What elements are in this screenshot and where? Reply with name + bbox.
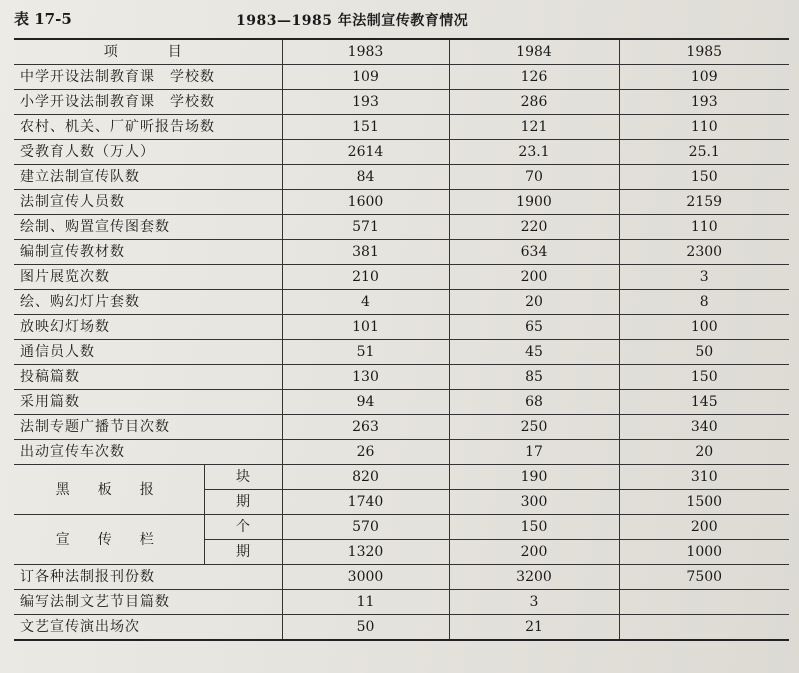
value-cell: 1500 — [619, 490, 789, 515]
value-cell: 820 — [282, 465, 449, 490]
value-cell: 151 — [282, 115, 449, 140]
row-label: 采用篇数 — [14, 390, 282, 415]
group-label: 宣传栏 — [14, 515, 204, 565]
value-cell: 210 — [282, 265, 449, 290]
value-cell: 1740 — [282, 490, 449, 515]
row-label: 编写法制文艺节目篇数 — [14, 590, 282, 615]
value-cell: 1600 — [282, 190, 449, 215]
row-label: 编制宣传教材数 — [14, 240, 282, 265]
value-cell: 20 — [619, 440, 789, 465]
table-row — [14, 290, 789, 315]
value-cell: 110 — [619, 215, 789, 240]
value-cell: 45 — [449, 340, 619, 365]
unit-cell: 期 — [204, 490, 282, 515]
value-cell: 50 — [619, 340, 789, 365]
value-cell: 570 — [282, 515, 449, 540]
value-cell: 300 — [449, 490, 619, 515]
value-cell — [619, 590, 789, 615]
value-cell: 23.1 — [449, 140, 619, 165]
value-cell: 3000 — [282, 565, 449, 590]
row-label: 文艺宣传演出场次 — [14, 615, 282, 641]
value-cell: 2614 — [282, 140, 449, 165]
table-row — [14, 615, 789, 641]
value-cell: 250 — [449, 415, 619, 440]
value-cell: 50 — [282, 615, 449, 641]
table-row — [14, 115, 789, 140]
value-cell: 25.1 — [619, 140, 789, 165]
table-row — [14, 165, 789, 190]
table-row — [14, 65, 789, 90]
value-cell: 21 — [449, 615, 619, 641]
value-cell: 7500 — [619, 565, 789, 590]
value-cell: 109 — [619, 65, 789, 90]
value-cell: 310 — [619, 465, 789, 490]
value-cell: 68 — [449, 390, 619, 415]
value-cell: 11 — [282, 590, 449, 615]
value-cell: 3 — [619, 265, 789, 290]
value-cell: 17 — [449, 440, 619, 465]
header-year-cell: 1985 — [619, 39, 789, 65]
value-cell: 100 — [619, 315, 789, 340]
row-label: 出动宣传车次数 — [14, 440, 282, 465]
value-cell: 150 — [619, 365, 789, 390]
value-cell: 190 — [449, 465, 619, 490]
value-cell: 200 — [619, 515, 789, 540]
header-year-cell: 1983 — [282, 39, 449, 65]
value-cell: 51 — [282, 340, 449, 365]
table-row — [14, 190, 789, 215]
row-label: 建立法制宣传队数 — [14, 165, 282, 190]
value-cell: 101 — [282, 315, 449, 340]
unit-cell: 块 — [204, 465, 282, 490]
row-label: 法制宣传人员数 — [14, 190, 282, 215]
table-row — [14, 590, 789, 615]
value-cell: 26 — [282, 440, 449, 465]
table-row — [14, 390, 789, 415]
table-row — [14, 90, 789, 115]
row-label: 绘、购幻灯片套数 — [14, 290, 282, 315]
value-cell: 1000 — [619, 540, 789, 565]
value-cell: 145 — [619, 390, 789, 415]
value-cell: 65 — [449, 315, 619, 340]
table-title: 1983—1985 年法制宣传教育情况 — [236, 13, 469, 29]
value-cell: 3200 — [449, 565, 619, 590]
row-label: 受教育人数（万人） — [14, 140, 282, 165]
value-cell: 340 — [619, 415, 789, 440]
header-year-cell: 1984 — [449, 39, 619, 65]
value-cell: 109 — [282, 65, 449, 90]
value-cell: 121 — [449, 115, 619, 140]
header-row — [14, 39, 789, 65]
table-row — [14, 340, 789, 365]
value-cell: 84 — [282, 165, 449, 190]
table-row — [14, 515, 789, 540]
value-cell: 220 — [449, 215, 619, 240]
value-cell: 20 — [449, 290, 619, 315]
value-cell: 70 — [449, 165, 619, 190]
value-cell: 200 — [449, 265, 619, 290]
value-cell — [619, 615, 789, 641]
table-row — [14, 440, 789, 465]
table-row — [14, 215, 789, 240]
value-cell: 263 — [282, 415, 449, 440]
value-cell: 1900 — [449, 190, 619, 215]
value-cell: 110 — [619, 115, 789, 140]
value-cell: 126 — [449, 65, 619, 90]
row-label: 订各种法制报刊份数 — [14, 565, 282, 590]
group-label: 黑板报 — [14, 465, 204, 515]
row-label: 图片展览次数 — [14, 265, 282, 290]
value-cell: 85 — [449, 365, 619, 390]
table-row — [14, 140, 789, 165]
value-cell: 200 — [449, 540, 619, 565]
value-cell: 193 — [282, 90, 449, 115]
unit-cell: 个 — [204, 515, 282, 540]
value-cell: 286 — [449, 90, 619, 115]
row-label: 放映幻灯场数 — [14, 315, 282, 340]
value-cell: 571 — [282, 215, 449, 240]
value-cell: 1320 — [282, 540, 449, 565]
table-row — [14, 265, 789, 290]
table-row — [14, 415, 789, 440]
row-label: 中学开设法制教育课 学校数 — [14, 65, 282, 90]
value-cell: 193 — [619, 90, 789, 115]
value-cell: 150 — [449, 515, 619, 540]
row-label: 农村、机关、厂矿听报告场数 — [14, 115, 282, 140]
table-row — [14, 365, 789, 390]
value-cell: 4 — [282, 290, 449, 315]
statistics-table — [14, 38, 789, 641]
row-label: 小学开设法制教育课 学校数 — [14, 90, 282, 115]
row-label: 通信员人数 — [14, 340, 282, 365]
row-label: 投稿篇数 — [14, 365, 282, 390]
table-row — [14, 565, 789, 590]
table-row — [14, 315, 789, 340]
unit-cell: 期 — [204, 540, 282, 565]
value-cell: 2300 — [619, 240, 789, 265]
value-cell: 150 — [619, 165, 789, 190]
table-row — [14, 240, 789, 265]
value-cell: 2159 — [619, 190, 789, 215]
value-cell: 634 — [449, 240, 619, 265]
row-label: 法制专题广播节目次数 — [14, 415, 282, 440]
table-number: 表 17-5 — [14, 10, 72, 28]
value-cell: 3 — [449, 590, 619, 615]
value-cell: 94 — [282, 390, 449, 415]
value-cell: 381 — [282, 240, 449, 265]
table-row — [14, 465, 789, 490]
value-cell: 130 — [282, 365, 449, 390]
table-header — [14, 6, 789, 34]
value-cell: 8 — [619, 290, 789, 315]
row-label: 绘制、购置宣传图套数 — [14, 215, 282, 240]
header-item-cell: 项目 — [14, 39, 282, 65]
